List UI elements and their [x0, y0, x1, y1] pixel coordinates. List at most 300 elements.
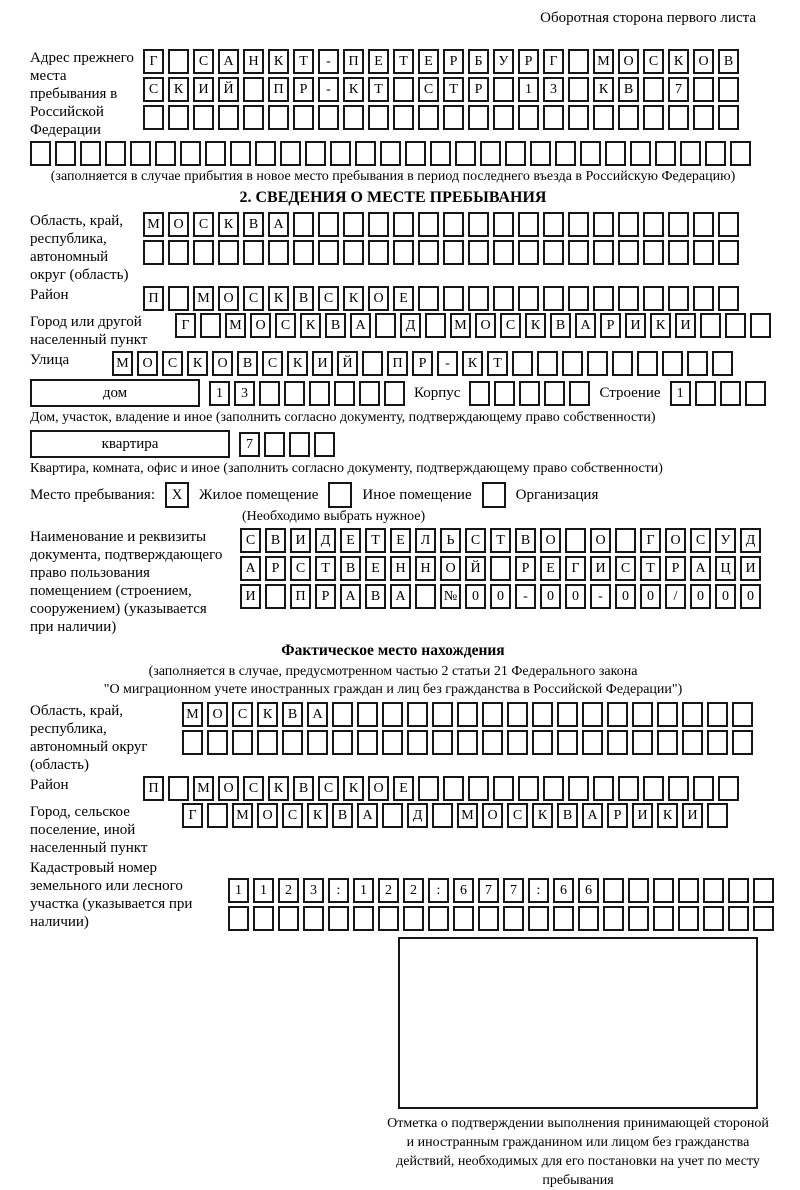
char-cell: А: [390, 584, 411, 609]
char-cell: А: [582, 803, 603, 828]
char-cell: В: [365, 584, 386, 609]
char-cell: [678, 906, 699, 931]
char-cell: И: [240, 584, 261, 609]
char-cell: П: [290, 584, 311, 609]
char-cell: [303, 906, 324, 931]
char-cell: [615, 528, 636, 553]
char-cell: [618, 776, 639, 801]
char-cell: 6: [553, 878, 574, 903]
char-cell: О: [368, 776, 389, 801]
char-cell: [643, 286, 664, 311]
char-cell: С: [162, 351, 183, 376]
char-cell: К: [650, 313, 671, 338]
char-cell: [493, 212, 514, 237]
char-cell: [593, 776, 614, 801]
char-cell: [593, 105, 614, 130]
char-cell: [415, 584, 436, 609]
char-cell: А: [690, 556, 711, 581]
char-cell: [605, 141, 626, 166]
char-cell: [630, 141, 651, 166]
char-cell: [503, 906, 524, 931]
char-cell: [568, 105, 589, 130]
char-cell: [582, 730, 603, 755]
char-cell: [668, 776, 689, 801]
char-cell: [568, 240, 589, 265]
char-cell: [593, 286, 614, 311]
city-row: [175, 313, 771, 338]
char-cell: [418, 776, 439, 801]
char-cell: [393, 240, 414, 265]
char-cell: О: [168, 212, 189, 237]
char-cell: О: [137, 351, 158, 376]
stay-type-row: [30, 482, 756, 508]
char-cell: [730, 141, 751, 166]
char-cell: [493, 77, 514, 102]
registration-stamp-box: [398, 937, 758, 1109]
char-cell: [357, 730, 378, 755]
char-cell: [207, 803, 228, 828]
char-cell: [368, 212, 389, 237]
stay-type-option-residential: Жилое помещение: [199, 486, 319, 503]
char-cell: И: [312, 351, 333, 376]
char-cell: [618, 105, 639, 130]
char-cell: Й: [337, 351, 358, 376]
char-cell: [218, 240, 239, 265]
char-cell: [393, 105, 414, 130]
char-cell: [293, 240, 314, 265]
char-cell: О: [250, 313, 271, 338]
char-cell: У: [493, 49, 514, 74]
factual-rayon-label: Район: [30, 777, 69, 793]
char-cell: [357, 702, 378, 727]
char-cell: Н: [390, 556, 411, 581]
factual-oblast-field: [30, 702, 756, 774]
char-cell: 6: [453, 878, 474, 903]
char-cell: О: [665, 528, 686, 553]
char-cell: [180, 141, 201, 166]
char-cell: [519, 381, 540, 406]
factual-oblast-label: Область, край, республика, автономный округ (область): [30, 703, 148, 773]
char-cell: [432, 803, 453, 828]
char-cell: [243, 240, 264, 265]
char-cell: М: [193, 286, 214, 311]
factual-city-row: [182, 803, 728, 828]
char-cell: [512, 351, 533, 376]
char-cell: [205, 141, 226, 166]
char-cell: [544, 381, 565, 406]
char-cell: 2: [403, 878, 424, 903]
char-cell: С: [643, 49, 664, 74]
char-cell: К: [657, 803, 678, 828]
char-cell: 7: [503, 878, 524, 903]
char-cell: [643, 240, 664, 265]
char-cell: [732, 702, 753, 727]
char-cell: Р: [412, 351, 433, 376]
char-cell: Г: [175, 313, 196, 338]
char-cell: [168, 286, 189, 311]
char-cell: [80, 141, 101, 166]
char-cell: [707, 803, 728, 828]
char-cell: Р: [518, 49, 539, 74]
char-cell: Е: [393, 776, 414, 801]
char-cell: [432, 730, 453, 755]
char-cell: [662, 351, 683, 376]
char-cell: Н: [243, 49, 264, 74]
factual-oblast-row-2: [182, 730, 753, 755]
char-cell: [443, 286, 464, 311]
char-cell: С: [318, 776, 339, 801]
char-cell: М: [182, 702, 203, 727]
char-cell: В: [293, 776, 314, 801]
char-cell: С: [465, 528, 486, 553]
char-cell: С: [690, 528, 711, 553]
char-cell: [693, 105, 714, 130]
char-cell: [668, 240, 689, 265]
char-cell: О: [618, 49, 639, 74]
char-cell: [557, 702, 578, 727]
factual-note-line1: (заполняется в случае, предусмотренном частью 2 статьи 21 Федерального закона: [148, 664, 638, 679]
char-cell: [593, 240, 614, 265]
char-cell: Р: [665, 556, 686, 581]
char-cell: [532, 702, 553, 727]
char-cell: [469, 381, 490, 406]
char-cell: [555, 141, 576, 166]
char-cell: М: [112, 351, 133, 376]
char-cell: [305, 141, 326, 166]
char-cell: [587, 351, 608, 376]
char-cell: [418, 286, 439, 311]
char-cell: П: [387, 351, 408, 376]
char-cell: [582, 702, 603, 727]
char-cell: [532, 730, 553, 755]
prev-address-row-2: [143, 77, 739, 102]
char-cell: [643, 212, 664, 237]
oblast-field: [30, 212, 756, 284]
char-cell: Д: [315, 528, 336, 553]
prev-address-row-3: [143, 105, 739, 130]
char-cell: О: [218, 776, 239, 801]
oblast-row-2: [143, 240, 739, 265]
char-cell: О: [540, 528, 561, 553]
char-cell: [745, 381, 766, 406]
char-cell: [243, 77, 264, 102]
char-cell: [143, 105, 164, 130]
char-cell: :: [328, 878, 349, 903]
char-cell: [603, 878, 624, 903]
char-cell: В: [243, 212, 264, 237]
document-row-1: [240, 528, 761, 553]
char-cell: -: [318, 77, 339, 102]
char-cell: [355, 141, 376, 166]
house-note: Дом, участок, владение и иное (заполнить согласно документу, подтверждающему право собственности): [30, 410, 656, 425]
char-cell: [155, 141, 176, 166]
char-cell: [628, 878, 649, 903]
apartment-box-label: квартира: [30, 430, 230, 458]
char-cell: [687, 351, 708, 376]
stay-type-checkbox-organization: [482, 482, 506, 508]
char-cell: [703, 906, 724, 931]
char-cell: [282, 730, 303, 755]
char-cell: [393, 77, 414, 102]
char-cell: [568, 286, 589, 311]
char-cell: С: [193, 49, 214, 74]
char-cell: К: [462, 351, 483, 376]
char-cell: [718, 105, 739, 130]
rayon-field: [30, 286, 756, 311]
document-row-2: [240, 556, 761, 581]
char-cell: [207, 730, 228, 755]
char-cell: [753, 906, 774, 931]
char-cell: И: [740, 556, 761, 581]
char-cell: [428, 906, 449, 931]
char-cell: [182, 730, 203, 755]
char-cell: [720, 381, 741, 406]
char-cell: И: [193, 77, 214, 102]
char-cell: С: [232, 702, 253, 727]
char-cell: 1: [670, 381, 691, 406]
char-cell: №: [440, 584, 461, 609]
char-cell: Н: [415, 556, 436, 581]
char-cell: Г: [543, 49, 564, 74]
char-cell: [718, 212, 739, 237]
char-cell: [728, 878, 749, 903]
char-cell: К: [525, 313, 546, 338]
char-cell: [528, 906, 549, 931]
char-cell: [343, 212, 364, 237]
char-cell: [393, 212, 414, 237]
char-cell: [384, 381, 405, 406]
char-cell: С: [243, 776, 264, 801]
char-cell: Т: [393, 49, 414, 74]
char-cell: [430, 141, 451, 166]
apartment-note: Квартира, комната, офис и иное (заполнить согласно документу, подтверждающему право собственности): [30, 461, 663, 476]
char-cell: [578, 906, 599, 931]
char-cell: С: [193, 212, 214, 237]
char-cell: В: [618, 77, 639, 102]
cadastre-label: Кадастровый номер земельного или лесного участка (указывается при наличии): [30, 860, 193, 930]
stroenie-label: Строение: [599, 384, 661, 401]
char-cell: [309, 381, 330, 406]
char-cell: М: [143, 212, 164, 237]
char-cell: [682, 730, 703, 755]
char-cell: В: [265, 528, 286, 553]
char-cell: [593, 212, 614, 237]
char-cell: Е: [390, 528, 411, 553]
char-cell: [264, 432, 285, 457]
char-cell: В: [325, 313, 346, 338]
prev-address-row-1: [143, 49, 739, 74]
char-cell: [228, 906, 249, 931]
char-cell: [657, 730, 678, 755]
char-cell: С: [282, 803, 303, 828]
char-cell: [468, 105, 489, 130]
char-cell: [193, 240, 214, 265]
char-cell: П: [143, 286, 164, 311]
document-label: Наименование и реквизиты документа, подтверждающего право пользования помещением (строением, сооружением) (указывается при наличии): [30, 529, 223, 635]
char-cell: [632, 702, 653, 727]
char-cell: Т: [293, 49, 314, 74]
cadastre-row-2: [228, 906, 774, 931]
char-cell: П: [143, 776, 164, 801]
char-cell: [382, 702, 403, 727]
char-cell: И: [632, 803, 653, 828]
char-cell: О: [368, 286, 389, 311]
char-cell: [105, 141, 126, 166]
char-cell: [568, 49, 589, 74]
char-cell: [637, 351, 658, 376]
char-cell: [493, 105, 514, 130]
char-cell: [334, 381, 355, 406]
char-cell: [493, 240, 514, 265]
char-cell: 0: [690, 584, 711, 609]
char-cell: [425, 313, 446, 338]
char-cell: -: [437, 351, 458, 376]
char-cell: [543, 105, 564, 130]
char-cell: [707, 702, 728, 727]
char-cell: [468, 212, 489, 237]
factual-city-label: Город, сельское поселение, иной населенный пункт: [30, 804, 148, 856]
char-cell: [657, 702, 678, 727]
char-cell: Г: [640, 528, 661, 553]
char-cell: [482, 730, 503, 755]
char-cell: [494, 381, 515, 406]
char-cell: М: [593, 49, 614, 74]
prev-address-field: [30, 49, 756, 139]
char-cell: У: [715, 528, 736, 553]
char-cell: [693, 286, 714, 311]
char-cell: [432, 702, 453, 727]
char-cell: Р: [265, 556, 286, 581]
factual-rayon-row: [143, 776, 739, 801]
char-cell: И: [625, 313, 646, 338]
char-cell: 7: [478, 878, 499, 903]
char-cell: [478, 906, 499, 931]
char-cell: М: [232, 803, 253, 828]
char-cell: Г: [565, 556, 586, 581]
char-cell: О: [207, 702, 228, 727]
char-cell: [693, 776, 714, 801]
char-cell: [418, 240, 439, 265]
char-cell: В: [237, 351, 258, 376]
char-cell: [643, 776, 664, 801]
char-cell: [707, 730, 728, 755]
char-cell: Р: [315, 584, 336, 609]
char-cell: К: [343, 77, 364, 102]
char-cell: Е: [340, 528, 361, 553]
char-cell: [330, 141, 351, 166]
char-cell: [293, 105, 314, 130]
char-cell: Т: [490, 528, 511, 553]
char-cell: [353, 906, 374, 931]
oblast-row-1: [143, 212, 739, 237]
char-cell: [668, 105, 689, 130]
section2-title: 2. СВЕДЕНИЯ О МЕСТЕ ПРЕБЫВАНИЯ: [239, 189, 547, 206]
char-cell: [418, 212, 439, 237]
char-cell: Й: [218, 77, 239, 102]
char-cell: [468, 240, 489, 265]
char-cell: [705, 141, 726, 166]
char-cell: О: [693, 49, 714, 74]
char-cell: [703, 878, 724, 903]
char-cell: Й: [465, 556, 486, 581]
char-cell: [618, 212, 639, 237]
char-cell: [368, 105, 389, 130]
char-cell: Е: [418, 49, 439, 74]
char-cell: [568, 776, 589, 801]
char-cell: [493, 776, 514, 801]
char-cell: [668, 212, 689, 237]
char-cell: [318, 240, 339, 265]
char-cell: [443, 240, 464, 265]
korpus-label: Корпус: [414, 384, 461, 401]
stamp-caption: Отметка о подтверждении выполнения принимающей стороной и иностранным гражданином или лицом без гражданства действий, необходимых для его постановки на учет по месту пребывания: [387, 1116, 769, 1188]
char-cell: [530, 141, 551, 166]
char-cell: [343, 105, 364, 130]
char-cell: А: [340, 584, 361, 609]
char-cell: [718, 286, 739, 311]
prev-address-label: Адрес прежнего места пребывания в Российской Федерации: [30, 50, 134, 138]
char-cell: [643, 105, 664, 130]
char-cell: [712, 351, 733, 376]
char-cell: И: [675, 313, 696, 338]
stay-type-note: (Необходимо выбрать нужное): [242, 509, 426, 524]
char-cell: [455, 141, 476, 166]
char-cell: [725, 313, 746, 338]
char-cell: 0: [740, 584, 761, 609]
char-cell: К: [343, 286, 364, 311]
char-cell: 6: [578, 878, 599, 903]
char-cell: [314, 432, 335, 457]
char-cell: [278, 906, 299, 931]
char-cell: [343, 240, 364, 265]
char-cell: [700, 313, 721, 338]
char-cell: [200, 313, 221, 338]
char-cell: [403, 906, 424, 931]
char-cell: О: [482, 803, 503, 828]
document-field: [30, 528, 756, 636]
char-cell: [318, 105, 339, 130]
char-cell: К: [257, 702, 278, 727]
char-cell: С: [290, 556, 311, 581]
char-cell: [493, 286, 514, 311]
char-cell: [653, 878, 674, 903]
house-row: [30, 379, 756, 407]
char-cell: 2: [378, 878, 399, 903]
char-cell: [30, 141, 51, 166]
char-cell: [718, 240, 739, 265]
char-cell: [518, 286, 539, 311]
cadastre-field: [30, 859, 756, 931]
char-cell: В: [718, 49, 739, 74]
char-cell: [457, 702, 478, 727]
char-cell: 0: [565, 584, 586, 609]
char-cell: [232, 730, 253, 755]
char-cell: И: [290, 528, 311, 553]
char-cell: Т: [640, 556, 661, 581]
char-cell: О: [218, 286, 239, 311]
char-cell: [280, 141, 301, 166]
factual-city-field: [30, 803, 756, 857]
char-cell: А: [357, 803, 378, 828]
back-side-note: Оборотная сторона первого листа: [540, 10, 756, 26]
char-cell: Р: [293, 77, 314, 102]
char-cell: [543, 286, 564, 311]
char-cell: Т: [368, 77, 389, 102]
char-cell: Е: [540, 556, 561, 581]
char-cell: [168, 105, 189, 130]
char-cell: [678, 878, 699, 903]
char-cell: Ц: [715, 556, 736, 581]
